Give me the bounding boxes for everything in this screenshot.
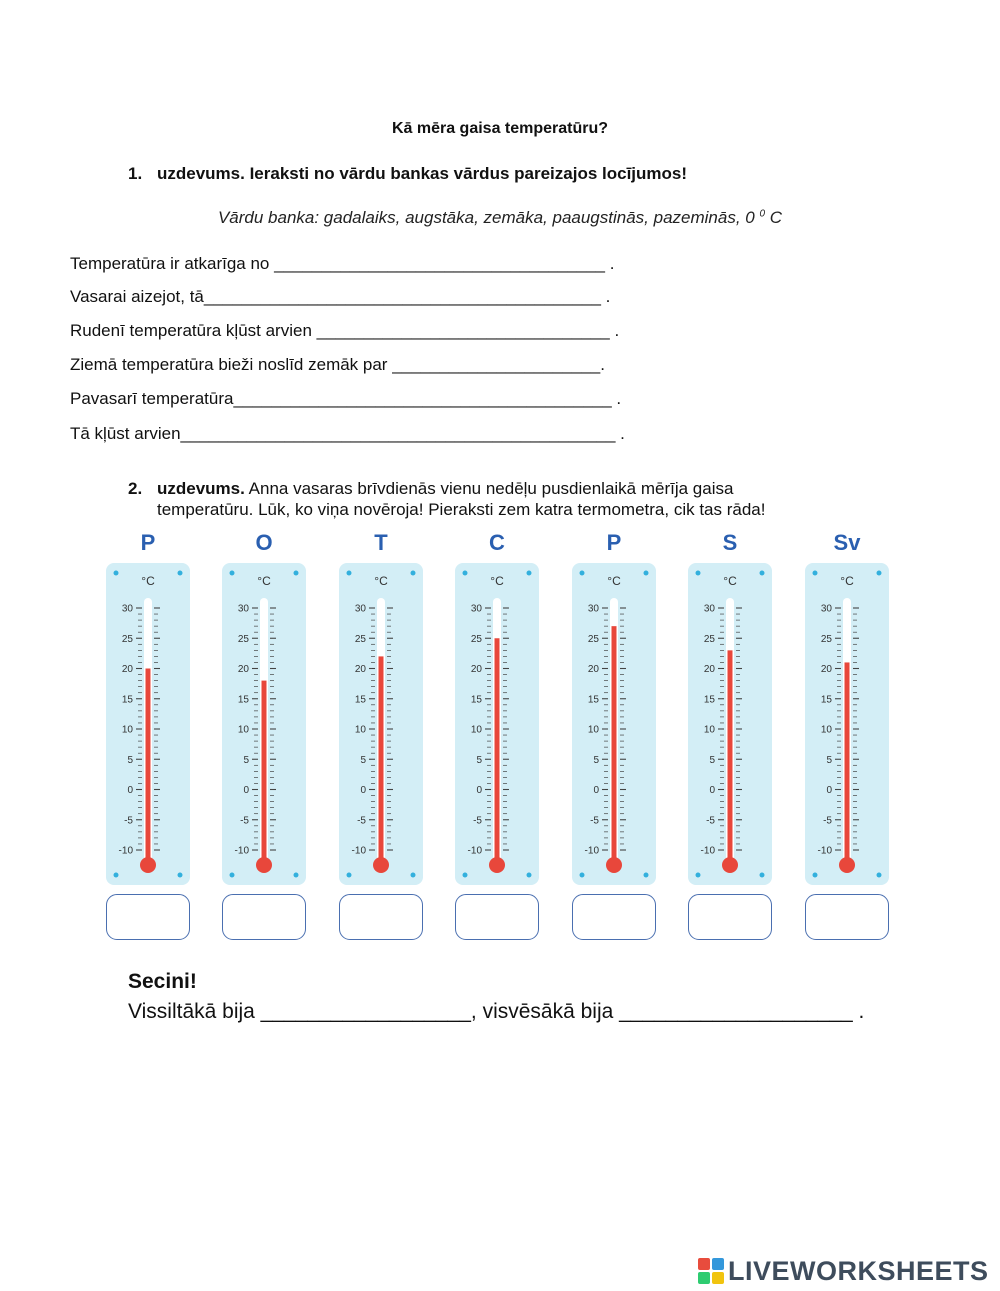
scale-label: 20 — [587, 664, 599, 675]
panel-dot — [178, 873, 183, 878]
panel-dot — [813, 873, 818, 878]
scale-label: -5 — [240, 815, 249, 827]
word-bank — [0, 208, 1000, 228]
task2-text — [128, 478, 888, 520]
page-title: Kā mēra gaisa temperatūru? — [391, 120, 609, 137]
panel-dot — [463, 873, 468, 878]
mercury-column — [728, 650, 733, 862]
task1-heading — [128, 164, 687, 184]
mercury-bulb — [373, 857, 389, 873]
day-label-7: Sv — [833, 530, 861, 555]
sentence-4[interactable]: Ziemā temperatūra bieži noslīd zemāk par ______________________. — [70, 355, 605, 374]
mercury-bulb — [140, 857, 156, 873]
panel-dot — [760, 571, 765, 576]
day-label-6: S — [722, 530, 738, 555]
scale-label: 25 — [820, 633, 832, 645]
scale-label: 5 — [127, 754, 133, 766]
answer-box-2[interactable] — [222, 894, 306, 940]
scale-label: 25 — [587, 633, 599, 645]
scale-label: 25 — [121, 633, 133, 645]
answer-box-5[interactable] — [572, 894, 656, 940]
scale-label: -5 — [357, 815, 366, 827]
conclusion-text[interactable]: Vissiltākā bija __________________, visvēsākā bija ____________________ . — [128, 1000, 865, 1023]
scale-label: 20 — [237, 664, 249, 675]
thermometer-1 — [106, 563, 190, 885]
scale-label: 30 — [237, 603, 249, 615]
mercury-column — [146, 669, 151, 863]
sentence-3[interactable]: Rudenī temperatūra kļūst arvien _______________________________ . — [70, 321, 620, 340]
scale-label: 5 — [709, 754, 715, 766]
thermometer-7 — [805, 563, 889, 885]
panel-dot — [696, 873, 701, 878]
panel-dot — [347, 571, 352, 576]
task2-line1: Anna vasaras brīvdienās vienu nedēļu pusdienlaikā mērīja gaisa — [244, 479, 734, 498]
scale-label: 30 — [121, 603, 133, 615]
task1-number: 1. — [128, 164, 143, 183]
panel-dot — [877, 873, 882, 878]
logo-badge-cell-1 — [698, 1258, 710, 1270]
unit-label: °C — [840, 574, 854, 588]
logo-text: LIVEWORKSHEETS — [728, 1255, 989, 1286]
panel-dot — [580, 873, 585, 878]
scale-label: -5 — [590, 815, 599, 827]
scale-label: 5 — [826, 754, 832, 766]
mercury-bulb — [489, 857, 505, 873]
scale-label: 0 — [127, 785, 133, 796]
panel-dot — [644, 571, 649, 576]
answer-box-3[interactable] — [339, 894, 423, 940]
panel-dot — [411, 873, 416, 878]
scale-label: 10 — [237, 724, 249, 736]
mercury-column — [495, 638, 500, 862]
scale-label: 15 — [237, 694, 249, 706]
mercury-bulb — [256, 857, 272, 873]
scale-label: 15 — [121, 694, 133, 706]
panel-dot — [230, 571, 235, 576]
panel-dot — [580, 571, 585, 576]
mercury-bulb — [606, 857, 622, 873]
scale-label: 10 — [470, 724, 482, 736]
scale-label: 5 — [593, 754, 599, 766]
scale-label: 20 — [703, 664, 715, 675]
scale-label: 0 — [709, 785, 715, 796]
scale-label: 0 — [826, 785, 832, 796]
unit-label: °C — [723, 574, 737, 588]
day-label-2: O — [255, 530, 273, 555]
answer-box-1[interactable] — [106, 894, 190, 940]
word-bank-unit: C — [769, 208, 783, 227]
scale-label: 10 — [820, 724, 832, 736]
scale-label: 10 — [587, 724, 599, 736]
logo-badge-cell-4 — [712, 1272, 724, 1284]
task2-bold: uzdevums. — [157, 479, 245, 498]
unit-label: °C — [141, 574, 155, 588]
scale-label: 10 — [354, 724, 366, 736]
panel-dot — [114, 571, 119, 576]
scale-label: 30 — [587, 603, 599, 615]
unit-label: °C — [257, 574, 271, 588]
scale-label: 30 — [354, 603, 366, 615]
scale-label: 0 — [476, 785, 482, 796]
scale-label: -10 — [351, 845, 366, 857]
scale-label: 20 — [820, 664, 832, 675]
scale-label: 25 — [354, 633, 366, 645]
scale-label: 30 — [703, 603, 715, 615]
scale-label: 0 — [243, 785, 249, 796]
panel-dot — [696, 571, 701, 576]
word-bank-sup: 0 — [759, 208, 766, 220]
scale-label: 15 — [354, 694, 366, 706]
scale-label: 25 — [703, 633, 715, 645]
panel-dot — [178, 571, 183, 576]
scale-label: 25 — [470, 633, 482, 645]
scale-label: 5 — [243, 754, 249, 766]
day-label-1: P — [140, 530, 156, 555]
thermometer-2 — [222, 563, 306, 885]
day-label-3: T — [374, 530, 388, 555]
scale-label: 15 — [703, 694, 715, 706]
panel-dot — [114, 873, 119, 878]
scale-label: 20 — [121, 664, 133, 675]
panel-dot — [463, 571, 468, 576]
task2-number: 2. — [128, 479, 143, 498]
unit-label: °C — [607, 574, 621, 588]
mercury-column — [845, 662, 850, 862]
scale-label: 15 — [470, 694, 482, 706]
scale-label: 10 — [703, 724, 715, 736]
day-label-4: C — [489, 530, 505, 555]
sentence-1[interactable]: Temperatūra ir atkarīga no ___________________________________ . — [70, 254, 615, 273]
logo-badge-cell-3 — [698, 1272, 710, 1284]
answer-box-6[interactable] — [688, 894, 772, 940]
day-label-5: P — [606, 530, 622, 555]
logo-badge-icon — [698, 1258, 724, 1284]
mercury-column — [379, 656, 384, 862]
panel-dot — [527, 571, 532, 576]
mercury-bulb — [839, 857, 855, 873]
logo-badge-cell-2 — [712, 1258, 724, 1270]
scale-label: -10 — [584, 845, 599, 857]
scale-label: 20 — [470, 664, 482, 675]
scale-label: 30 — [470, 603, 482, 615]
task2-line2: temperatūru. Lūk, ko viņa novēroja! Pieraksti zem katra termometra, cik tas rāda! — [157, 500, 766, 519]
sentence-2[interactable]: Vasarai aizejot, tā__________________________________________ . — [70, 287, 611, 306]
scale-label: -10 — [118, 845, 133, 857]
panel-dot — [760, 873, 765, 878]
scale-label: -5 — [473, 815, 482, 827]
sentence-5[interactable]: Pavasarī temperatūra________________________________________ . — [70, 389, 622, 408]
mercury-column — [612, 626, 617, 862]
scale-label: 5 — [476, 754, 482, 766]
word-bank-text: Vārdu banka: gadalaiks, augstāka, zemāka, paaugstinās, pazeminās, 0 — [217, 208, 755, 227]
panel-dot — [813, 571, 818, 576]
task1-text: uzdevums. Ieraksti no vārdu bankas vārdus pareizajos locījumos! — [157, 164, 688, 183]
panel-dot — [644, 873, 649, 878]
thermometer-3 — [339, 563, 423, 885]
scale-label: 10 — [121, 724, 133, 736]
conclusion-heading: Secini! — [128, 970, 197, 993]
scale-label: 20 — [354, 664, 366, 675]
scale-label: -10 — [817, 845, 832, 857]
scale-label: -5 — [823, 815, 832, 827]
scale-label: -10 — [467, 845, 482, 857]
panel-dot — [411, 571, 416, 576]
scale-label: -10 — [234, 845, 249, 857]
panel-dot — [527, 873, 532, 878]
liveworksheets-logo — [698, 1256, 989, 1286]
scale-label: 5 — [360, 754, 366, 766]
panel-dot — [877, 571, 882, 576]
thermometer-5 — [572, 563, 656, 885]
scale-label: 0 — [593, 785, 599, 796]
panel-dot — [294, 571, 299, 576]
sentence-6[interactable]: Tā kļūst arvien______________________________________________ . — [70, 424, 625, 443]
mercury-column — [262, 681, 267, 862]
panel-dot — [294, 873, 299, 878]
unit-label: °C — [374, 574, 388, 588]
scale-label: -5 — [124, 815, 133, 827]
scale-label: 15 — [587, 694, 599, 706]
unit-label: °C — [490, 574, 504, 588]
thermometer-4 — [455, 563, 539, 885]
thermometer-6 — [688, 563, 772, 885]
answer-box-4[interactable] — [455, 894, 539, 940]
scale-label: 15 — [820, 694, 832, 706]
answer-box-7[interactable] — [805, 894, 889, 940]
scale-label: -5 — [706, 815, 715, 827]
panel-dot — [230, 873, 235, 878]
scale-label: 30 — [820, 603, 832, 615]
mercury-bulb — [722, 857, 738, 873]
scale-label: -10 — [700, 845, 715, 857]
scale-label: 25 — [237, 633, 249, 645]
scale-label: 0 — [360, 785, 366, 796]
panel-dot — [347, 873, 352, 878]
